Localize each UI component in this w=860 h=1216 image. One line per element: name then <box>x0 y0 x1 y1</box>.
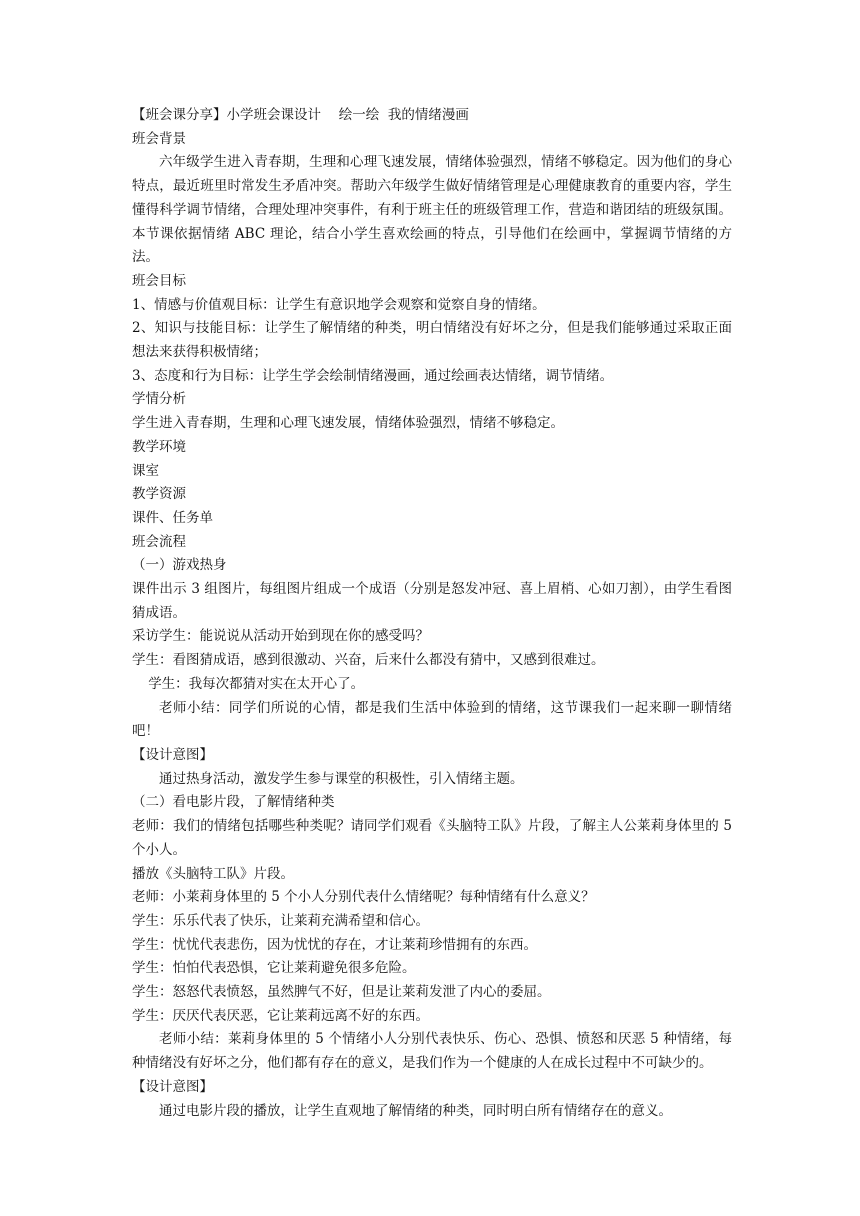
environment-heading: 教学环境 <box>132 438 186 455</box>
design-intent-text-1: 通过热身活动，激发学生参与课堂的积极性，引入情绪主题。 <box>159 770 524 787</box>
resources-text: 课件、任务单 <box>132 509 213 526</box>
step2-student-answer-4: 学生：怒怒代表愤怒，虽然脾气不好，但是让莱莉发泄了内心的委屈。 <box>132 984 551 1001</box>
design-intent-heading-1: 【设计意图】 <box>132 746 213 763</box>
step1-student-answer-2: 学生：我每次都猜对实在太开心了。 <box>148 675 365 692</box>
step2-teacher-summary: 老师小结：莱莉身体里的 5 个情绪小人分别代表快乐、伤心、恐惧、愤怒和厌恶 5 种情绪，每种情绪没有好坏之分，他们都有存在的意义，是我们作为一个健康的人在成长过程中不可缺少的。 <box>132 1031 732 1072</box>
step2-student-answer-1: 学生：乐乐代表了快乐，让莱莉充满希望和信心。 <box>132 912 429 929</box>
document-title: 【班会课分享】小学班会课设计 绘一绘 我的情绪漫画 <box>132 107 469 123</box>
document-page <box>132 104 737 1123</box>
step2-heading: （二）看电影片段，了解情绪种类 <box>132 794 335 811</box>
background-heading: 班会背景 <box>132 130 186 147</box>
step2-teacher-question: 老师：我们的情绪包括哪些种类呢？请同学们观看《头脑特工队》片段，了解主人公莱莉身体里的 5 个小人。 <box>132 818 737 858</box>
step2-teacher-question-2: 老师：小莱莉身体里的 5 个小人分别代表什么情绪呢？每种情绪有什么意义？ <box>132 889 595 906</box>
step2-student-answer-2: 学生：忧忧代表悲伤，因为忧忧的存在，才让莱莉珍惜拥有的东西。 <box>132 936 537 953</box>
goal-item-3: 3、态度和行为目标：让学生学会绘制情绪漫画，通过绘画表达情绪，调节情绪。 <box>132 367 614 384</box>
step2-play-clip: 播放《头脑特工队》片段。 <box>132 865 294 882</box>
goals-heading: 班会目标 <box>132 272 186 289</box>
step1-student-answer-1: 学生：看图猜成语，感到很激动、兴奋，后来什么都没有猜中，又感到很难过。 <box>132 652 605 669</box>
step1-heading: （一）游戏热身 <box>132 557 227 574</box>
design-intent-text-2: 通过电影片段的播放，让学生直观地了解情绪的种类，同时明白所有情绪存在的意义。 <box>159 1102 672 1119</box>
step1-interview: 采访学生：能说说从活动开始到现在你的感受吗？ <box>132 628 429 645</box>
analysis-paragraph: 学生进入青春期，生理和心理飞速发展，情绪体验强烈，情绪不够稳定。 <box>132 415 564 432</box>
resources-heading: 教学资源 <box>132 486 186 503</box>
analysis-heading: 学情分析 <box>132 391 186 408</box>
step2-student-answer-3: 学生：怕怕代表恐惧，它让莱莉避免很多危险。 <box>132 960 416 977</box>
environment-text: 课室 <box>132 462 159 479</box>
step1-paragraph: 课件出示 3 组图片，每组图片组成一个成语（分别是怒发冲冠、喜上眉梢、心如刀割），由学生看图猜成语。 <box>132 581 732 621</box>
design-intent-heading-2: 【设计意图】 <box>132 1078 213 1095</box>
goal-item-2: 2、知识与技能目标：让学生了解情绪的种类，明白情绪没有好坏之分，但是我们能够通过采取正面想法来获得积极情绪； <box>132 320 732 361</box>
goal-item-1: 1、情感与价值观目标：让学生有意识地学会观察和觉察自身的情绪。 <box>132 296 546 313</box>
step1-teacher-summary: 老师小结：同学们所说的心情，都是我们生活中体验到的情绪，这节课我们一起来聊一聊情绪吧！ <box>132 699 732 740</box>
background-paragraph: 六年级学生进入青春期，生理和心理飞速发展，情绪体验强烈，情绪不够稳定。因为他们的身心特点，最近班里时常发生矛盾冲突。帮助六年级学生做好情绪管理是心理健康教育的重要内容，学生懂得科学调节情绪，合理处理冲突事件，有利于班主任的班级管理工作，营造和谐团结的班级氛围。本节课依据情绪 ABC 理论，结合小学生喜欢绘画的特点，引导他们在绘画中，掌握调节情绪的方法。 <box>132 154 732 266</box>
step2-student-answer-5: 学生：厌厌代表厌恶，它让莱莉远离不好的东西。 <box>132 1007 429 1024</box>
process-heading: 班会流程 <box>132 533 186 550</box>
